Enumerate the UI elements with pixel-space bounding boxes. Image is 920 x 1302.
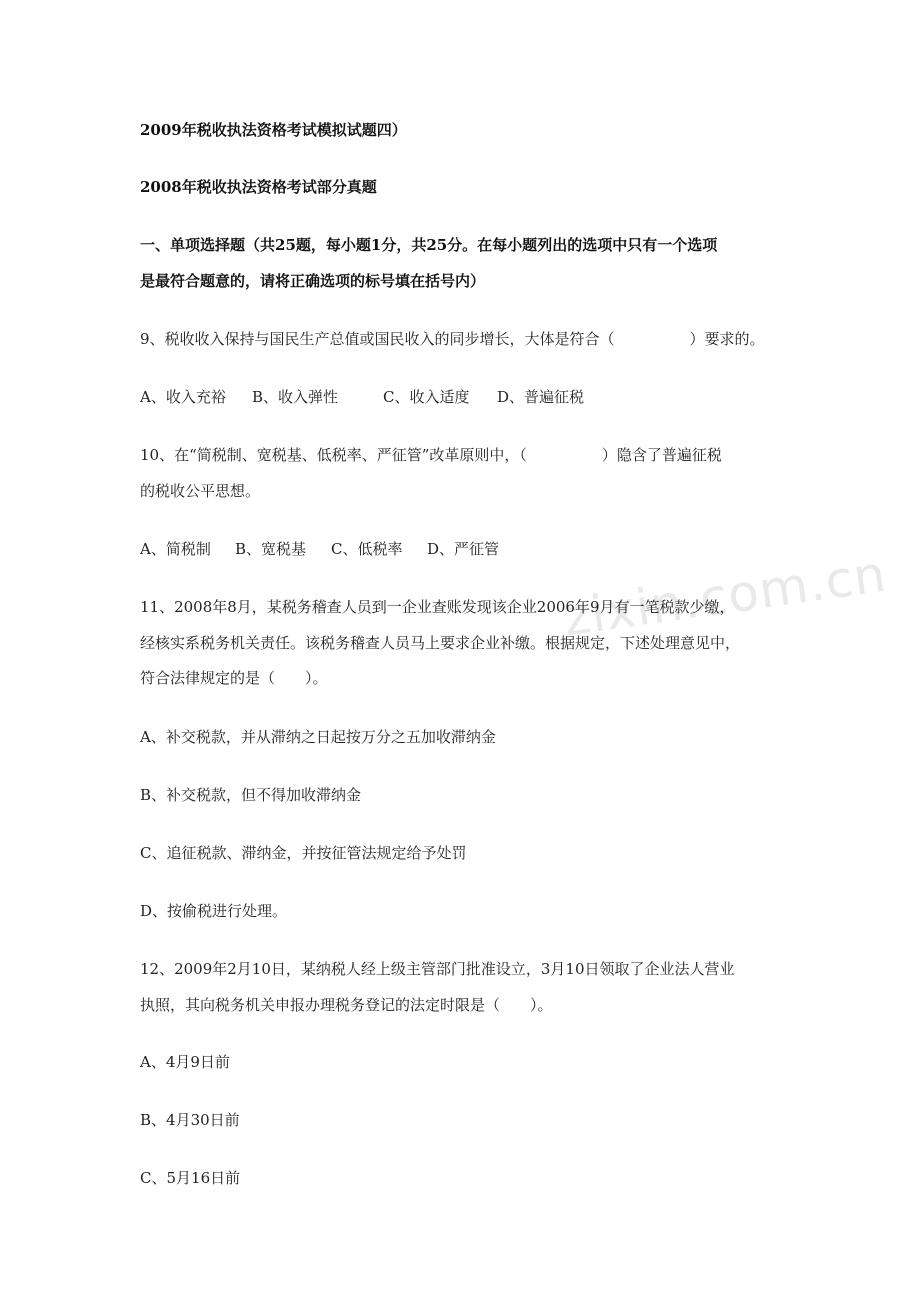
question-10-line2: 的税收公平思想。 xyxy=(140,482,261,500)
question-11-option-a: A、补交税款，并从滞纳之日起按万分之五加收滞纳金 xyxy=(140,728,496,746)
question-11-line2: 经核实系税务机关责任。该税务稽查人员马上要求企业补缴。根据规定，下述处理意见中， xyxy=(140,634,741,652)
question-9-options xyxy=(140,387,584,407)
question-9-option-d: D、普遍征税 xyxy=(497,388,585,406)
doc-title: 2009年税收执法资格考试模拟试题四） xyxy=(140,121,407,139)
question-9-option-c: C、收入适度 xyxy=(383,388,470,406)
question-11-option-d: D、按偷税进行处理。 xyxy=(140,902,288,920)
question-10-option-d: D、严征管 xyxy=(427,540,500,558)
question-12-option-b: B、4月30日前 xyxy=(140,1111,240,1129)
question-9-option-a: A、收入充裕 xyxy=(140,388,226,406)
question-12-line1: 12、2009年2月10日，某纳税人经上级主管部门批准设立，3月10日领取了企业法人营业 xyxy=(140,960,735,978)
question-10-options xyxy=(140,539,499,559)
question-11-line1: 11、2008年8月，某税务稽查人员到一企业查账发现该企业2006年9月有一笔税款少缴， xyxy=(140,598,735,616)
doc-subtitle: 2008年税收执法资格考试部分真题 xyxy=(140,178,377,196)
question-10-option-b: B、宽税基 xyxy=(235,540,307,558)
watermark: zixin.com.cn xyxy=(560,544,890,648)
question-10-option-a: A、简税制 xyxy=(140,540,211,558)
question-11-option-c: C、追征税款、滞纳金，并按征管法规定给予处罚 xyxy=(140,844,467,862)
section-heading-line2: 是最符合题意的，请将正确选项的标号填在括号内） xyxy=(140,272,486,290)
question-12-line2: 执照，其向税务机关申报办理税务登记的法定时限是（ ）。 xyxy=(140,996,553,1014)
question-10-line1: 10、在“简税制、宽税基、低税率、严征管”改革原则中，（ ）隐含了普遍征税 xyxy=(140,446,722,464)
question-12-option-c: C、5月16日前 xyxy=(140,1169,241,1187)
question-11-option-b: B、补交税款，但不得加收滞纳金 xyxy=(140,786,362,804)
question-12-option-a: A、4月9日前 xyxy=(140,1053,230,1071)
question-9-text: 9、税收收入保持与国民生产总值或国民收入的同步增长，大体是符合（ ）要求的。 xyxy=(140,330,765,348)
question-11-line3: 符合法律规定的是（ ）。 xyxy=(140,669,328,687)
question-10-option-c: C、低税率 xyxy=(331,540,403,558)
section-heading-line1: 一、单项选择题（共25题，每小题1分，共25分。在每小题列出的选项中只有一个选项 xyxy=(140,236,718,254)
question-9-option-b: B、收入弹性 xyxy=(252,388,339,406)
